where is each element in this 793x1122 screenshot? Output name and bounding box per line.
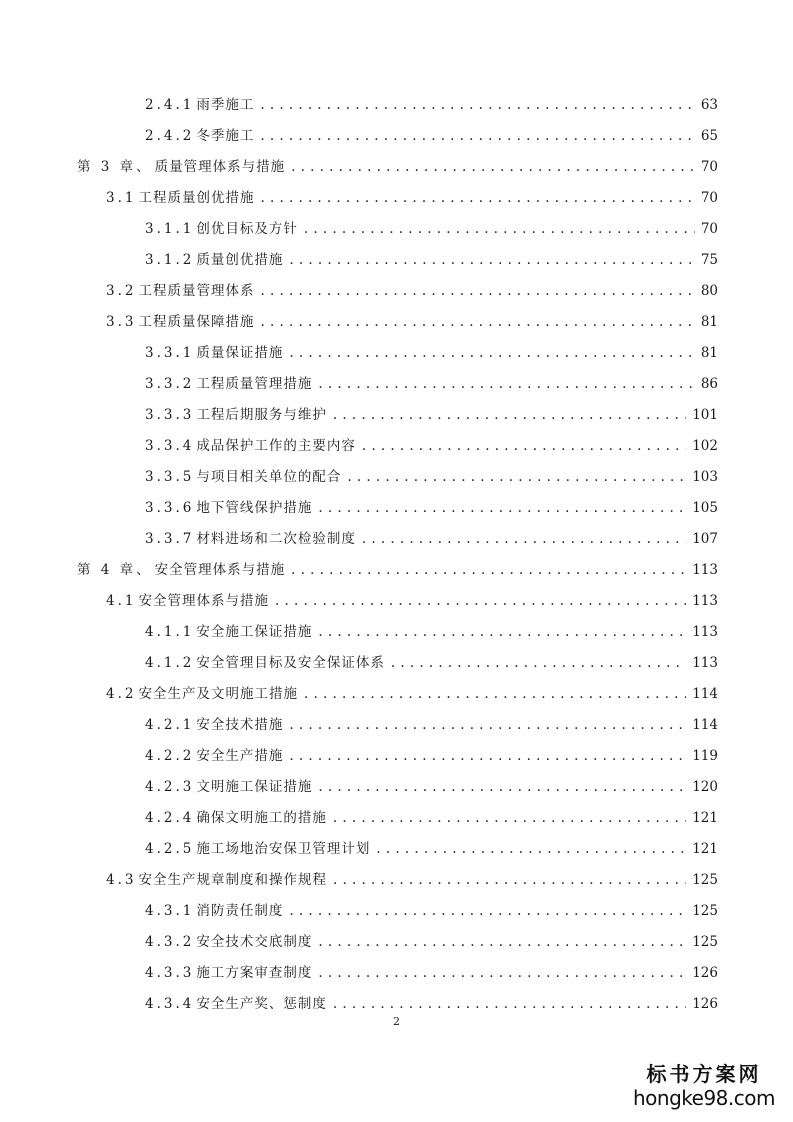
- toc-entry-page: 65: [700, 128, 718, 144]
- toc-entry-title: 安全技术措施: [196, 717, 284, 733]
- toc-dot-leader: [333, 808, 686, 828]
- toc-dot-leader: [275, 591, 686, 611]
- toc-entry-number: 2.4.1: [145, 97, 195, 113]
- toc-entry-page: 121: [692, 841, 718, 857]
- toc-entry-page: 125: [692, 903, 718, 919]
- toc-dot-leader: [260, 312, 694, 332]
- toc-entry: [145, 653, 718, 673]
- toc-entry-number: 4.2.1: [145, 717, 195, 733]
- toc-entry-number: 4.2.4: [145, 810, 195, 826]
- toc-entry-number: 4.3: [106, 872, 137, 888]
- toc-dot-leader: [289, 901, 686, 921]
- toc-dot-leader: [318, 374, 694, 394]
- toc-entry-title: 雨季施工: [196, 97, 255, 113]
- toc-dot-leader: [333, 870, 686, 890]
- toc-entry: [145, 95, 718, 115]
- toc-entry-title: 工程质量创优措施: [138, 190, 255, 206]
- toc-entry-page: 75: [700, 252, 718, 268]
- page-number: 2: [393, 1015, 400, 1028]
- toc-entry: [145, 808, 718, 828]
- toc-entry-number: 4.3.2: [145, 934, 195, 950]
- toc-entry-page: 70: [700, 221, 718, 237]
- toc-entry: [106, 281, 718, 301]
- toc-dot-leader: [362, 529, 686, 549]
- toc-entry-title: 安全生产措施: [196, 748, 284, 764]
- toc-entry-title: 安全生产奖、惩制度: [196, 996, 327, 1012]
- toc-entry-page: 119: [692, 748, 718, 764]
- toc-entry-title: 质量保证措施: [196, 345, 284, 361]
- toc-entry-title: 安全施工保证措施: [196, 624, 313, 640]
- toc-dot-leader: [318, 963, 686, 983]
- toc-entry-number: 3.3.7: [145, 531, 195, 547]
- toc-entry-page: 80: [700, 283, 718, 299]
- toc-entry-page: 126: [692, 965, 718, 981]
- toc-dot-leader: [260, 95, 694, 115]
- toc-entry-number: 3.3: [106, 314, 137, 330]
- toc-dot-leader: [318, 498, 686, 518]
- toc-entry-page: 105: [692, 500, 718, 516]
- toc-entry-title: 质量创优措施: [196, 252, 284, 268]
- toc-entry-page: 70: [700, 190, 718, 206]
- toc-entry-number: 4.1: [106, 593, 137, 609]
- toc-dot-leader: [304, 684, 686, 704]
- toc-dot-leader: [289, 250, 694, 270]
- toc-entry-title: 安全管理目标及安全保证体系: [196, 655, 385, 671]
- toc-dot-leader: [347, 467, 686, 487]
- toc-entry-title: 安全生产规章制度和操作规程: [138, 872, 327, 888]
- toc-entry-title: 施工方案审查制度: [196, 965, 313, 981]
- toc-entry-number: 第 3 章、: [77, 159, 153, 175]
- toc-entry: [145, 994, 718, 1014]
- toc-entry: [145, 374, 718, 394]
- toc-entry-number: 3.3.6: [145, 500, 195, 516]
- toc-dot-leader: [260, 281, 694, 301]
- toc-dot-leader: [289, 343, 694, 363]
- toc-entry-number: 4.2.3: [145, 779, 195, 795]
- toc-entry-page: 103: [692, 469, 718, 485]
- watermark-logo: [629, 1062, 779, 1114]
- toc-entry-page: 63: [700, 97, 718, 113]
- toc-entry: [145, 777, 718, 797]
- toc-entry: [145, 529, 718, 549]
- toc-entry-page: 81: [700, 314, 718, 330]
- toc-entry-page: 121: [692, 810, 718, 826]
- toc-entry: [106, 684, 718, 704]
- toc-entry: [145, 467, 718, 487]
- toc-dot-leader: [376, 839, 686, 859]
- toc-entry-page: 125: [692, 872, 718, 888]
- toc-entry-number: 4.3.3: [145, 965, 195, 981]
- toc-entry: [145, 715, 718, 735]
- toc-entry-title: 施工场地治安保卫管理计划: [196, 841, 371, 857]
- toc-entry-number: 4.2.5: [145, 841, 195, 857]
- toc-entry-title: 成品保护工作的主要内容: [196, 438, 356, 454]
- toc-entry-number: 3.1.2: [145, 252, 195, 268]
- toc-entry-number: 第 4 章、: [77, 562, 153, 578]
- toc-entry: [145, 436, 718, 456]
- toc-entry-number: 4.2.2: [145, 748, 195, 764]
- toc-entry: [106, 312, 718, 332]
- toc-entry-number: 4.3.1: [145, 903, 195, 919]
- toc-entry-page: 86: [700, 376, 718, 392]
- toc-entry: [106, 591, 718, 611]
- toc-entry-title: 材料进场和二次检验制度: [196, 531, 356, 547]
- toc-dot-leader: [289, 715, 686, 735]
- toc-entry: [145, 901, 718, 921]
- toc-entry-title: 确保文明施工的措施: [196, 810, 327, 826]
- toc-entry-number: 3.3.2: [145, 376, 195, 392]
- toc-entry-number: 2.4.2: [145, 128, 195, 144]
- toc-entry: [145, 746, 718, 766]
- toc-entry-number: 3.3.4: [145, 438, 195, 454]
- watermark-name: 标书方案网: [646, 1062, 762, 1086]
- toc-dot-leader: [304, 219, 695, 239]
- toc-dot-leader: [260, 126, 694, 146]
- toc-dot-leader: [362, 436, 686, 456]
- toc-entry-number: 4.2: [106, 686, 137, 702]
- toc-entry-number: 3.3.3: [145, 407, 195, 423]
- toc-entry-title: 安全技术交底制度: [196, 934, 313, 950]
- toc-entry-title: 工程质量管理体系: [138, 283, 255, 299]
- toc-dot-leader: [291, 560, 686, 580]
- toc-entry: [106, 188, 718, 208]
- toc-entry-page: 107: [692, 531, 718, 547]
- toc-entry: [145, 839, 718, 859]
- toc-entry-number: 3.1.1: [145, 221, 195, 237]
- toc-entry: [145, 622, 718, 642]
- toc-entry: [77, 560, 718, 580]
- toc-entry-page: 102: [692, 438, 718, 454]
- toc-entry-title: 冬季施工: [196, 128, 255, 144]
- toc-entry: [145, 963, 718, 983]
- toc-entry-page: 120: [692, 779, 718, 795]
- toc-entry-page: 70: [700, 159, 718, 175]
- toc-entry-title: 地下管线保护措施: [196, 500, 313, 516]
- toc-dot-leader: [318, 622, 686, 642]
- toc-entry-title: 与项目相关单位的配合: [196, 469, 342, 485]
- toc-entry-page: 113: [692, 655, 718, 671]
- toc-dot-leader: [260, 188, 694, 208]
- toc-entry: [145, 343, 718, 363]
- toc-entry-page: 126: [692, 996, 718, 1012]
- toc-entry: [145, 405, 718, 425]
- toc-entry-page: 113: [692, 593, 718, 609]
- toc-entry-title: 质量管理体系与措施: [154, 159, 286, 175]
- toc-dot-leader: [318, 932, 686, 952]
- toc-entry-number: 4.3.4: [145, 996, 195, 1012]
- toc-entry-title: 工程后期服务与维护: [196, 407, 327, 423]
- toc-entry-number: 3.3.5: [145, 469, 195, 485]
- watermark-url: hongke98.com: [633, 1086, 775, 1110]
- toc-dot-leader: [291, 157, 695, 177]
- toc-entry-title: 创优目标及方针: [196, 221, 298, 237]
- toc-entry: [106, 870, 718, 890]
- toc-entry-title: 安全管理体系与措施: [154, 562, 286, 578]
- toc-entry-page: 81: [700, 345, 718, 361]
- toc-entry-page: 114: [692, 686, 718, 702]
- toc-entry: [77, 157, 718, 177]
- toc-entry-page: 114: [692, 717, 718, 733]
- toc-entry: [145, 219, 718, 239]
- toc-entry-title: 工程质量管理措施: [196, 376, 313, 392]
- toc-dot-leader: [333, 405, 686, 425]
- toc-entry: [145, 126, 718, 146]
- toc-entry-title: 安全生产及文明施工措施: [138, 686, 298, 702]
- toc-entry-number: 4.1.1: [145, 624, 195, 640]
- toc-entry-number: 4.1.2: [145, 655, 195, 671]
- toc-entry-page: 113: [692, 624, 718, 640]
- toc-dot-leader: [391, 653, 686, 673]
- toc-entry-title: 工程质量保障措施: [138, 314, 255, 330]
- toc-entry: [145, 932, 718, 952]
- toc-dot-leader: [289, 746, 686, 766]
- toc-entry-page: 113: [692, 562, 718, 578]
- toc-entry-number: 3.1: [106, 190, 137, 206]
- toc-entry-title: 文明施工保证措施: [196, 779, 313, 795]
- toc-entry-number: 3.2: [106, 283, 137, 299]
- toc-dot-leader: [318, 777, 686, 797]
- toc-entry-title: 安全管理体系与措施: [138, 593, 269, 609]
- toc-entry-page: 125: [692, 934, 718, 950]
- toc-entry-page: 101: [692, 407, 718, 423]
- toc-entry: [145, 250, 718, 270]
- toc-dot-leader: [333, 994, 686, 1014]
- toc-entry: [145, 498, 718, 518]
- toc-entry-number: 3.3.1: [145, 345, 195, 361]
- toc-entry-title: 消防责任制度: [196, 903, 284, 919]
